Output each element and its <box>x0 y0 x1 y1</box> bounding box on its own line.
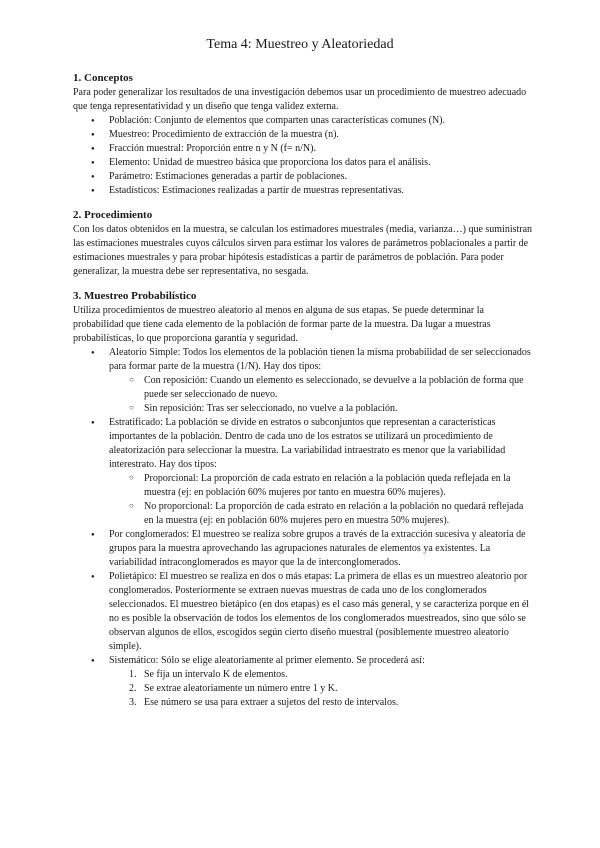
section-procedimiento <box>73 207 533 279</box>
section-muestreo-probabilistico <box>73 288 533 710</box>
sub-list-item: ○ Con reposición: Cuando un elemento es seleccionado, se devuelve a la población de forma que puede ser seleccionado de nuevo. <box>73 374 533 402</box>
concept-list <box>73 114 533 198</box>
section-heading: 1. Conceptos <box>73 72 133 84</box>
section-conceptos <box>73 70 533 198</box>
paragraph: Con los datos obtenidos en la muestra, se calculan los estimadores muestrales (media, varianza…) que suministran las estimaciones muestrales cuyos cálculos sirven para estimar los valores de parámetros poblacionales a partir de estimaciones muestrales y para probar hipótesis estadísticas a partir de parámetros de población. Para poder generalizar, la muestra debe ser representativa, no sesgada. <box>73 224 533 277</box>
step-text: Ese número se usa para extraer a sujetos del resto de intervalos. <box>144 697 399 708</box>
step-number: 1. <box>129 669 137 680</box>
item-text: Aleatorio Simple: Todos los elementos de la población tienen la misma probabilidad de ser seleccionados para formar parte de la muestra (1/N). Hay dos tipos: <box>109 347 531 372</box>
step-number: 3. <box>129 697 137 708</box>
numbered-step <box>73 682 533 696</box>
list-item: ● Sistemático: Sólo se elige aleatoriamente al primer elemento. Se procederá así: <box>73 654 533 668</box>
step-text: Se fija un intervalo K de elementos. <box>144 669 288 680</box>
item-text: Estratificado: La población se divide en estratos o subconjuntos que representan a características importantes de la población. Dentro de cada uno de los estratos se utilizará un procedimiento de aleatorización para seleccionar la muestra. La variabilidad intraestrato es menor que la variabilidad interestrato. Hay dos tipos: <box>109 417 506 470</box>
paragraph: Para poder generalizar los resultados de una investigación debemos usar un procedimiento de muestreo adecuado que tenga representatividad y un diseño que tenga validez externa. <box>73 87 527 112</box>
list-item <box>73 346 533 374</box>
sampling-types-list <box>73 346 533 710</box>
sub-list-item: ○ Proporcional: La proporción de cada estrato en relación a la población queda reflejada en la muestra (ej: en población 60% mujeres por tanto en muestra 60% mujeres). <box>73 472 533 500</box>
list-item: ● Muestreo: Procedimiento de extracción de la muestra (n). <box>73 128 533 142</box>
numbered-step <box>73 668 533 682</box>
paragraph: Utiliza procedimientos de muestreo aleatorio al menos en alguna de sus etapas. Se puede determinar la probabilidad que tiene cada elemento de la población de formar parte de la muestra. Da lugar a muestras probabilísticas, lo que proporciona garantía y seguridad. <box>73 305 491 344</box>
section-heading: 2. Procedimiento <box>73 209 153 221</box>
numbered-step <box>73 696 533 710</box>
list-item: ● Fracción muestral: Proporción entre n y N (f= n/N). <box>73 142 533 156</box>
document-title: Tema 4: Muestreo y Aleatoriedad <box>206 37 394 52</box>
list-item: ● Población: Conjunto de elementos que comparten unas características comunes (N). <box>73 114 533 128</box>
list-item: ● Por conglomerados: El muestreo se realiza sobre grupos a través de la extracción sucesiva y aleatoria de grupos para la muestra aprovechando las agrupaciones naturales de elementos ya existentes. La variabilidad intraconglomerados es mayor que la de interconglomerados. <box>73 528 533 570</box>
list-item: ● Estadísticos: Estimaciones realizadas a partir de muestras representativas. <box>73 184 533 198</box>
section-heading: 3. Muestreo Probabilístico <box>73 290 197 302</box>
document-body <box>73 70 533 719</box>
step-number: 2. <box>129 683 137 694</box>
list-item: ● Parámetro: Estimaciones generadas a partir de poblaciones. <box>73 170 533 184</box>
list-item: ● Elemento: Unidad de muestreo básica que proporciona los datos para el análisis. <box>73 156 533 170</box>
sub-list-item: ○ Sin reposición: Tras ser seleccionado, no vuelve a la población. <box>73 402 533 416</box>
sub-list-item: ○ No proporcional: La proporción de cada estrato en relación a la población no quedará reflejada en la muestra (ej: en población 60% mujeres pero en muestra 50% mujeres). <box>73 500 533 528</box>
list-item: ● Polietápico: El muestreo se realiza en dos o más etapas: La primera de ellas es un muestreo aleatorio por conglomerados. Posteriormente se extraen nuevas muestras de cada uno de los conglomerados seleccionados. El muestreo bietápico (en dos etapas) es el caso más general, y se caracteriza porque en él no es posible la observación de todos los elementos de los conglomerados muestreados, sino que sólo se observan algunos de ellos, escogidos según cierto diseño muestral (posiblemente muestreo aleatorio simple). <box>73 570 533 654</box>
list-item <box>73 416 533 472</box>
step-text: Se extrae aleatoriamente un número entre 1 y K. <box>144 683 338 694</box>
